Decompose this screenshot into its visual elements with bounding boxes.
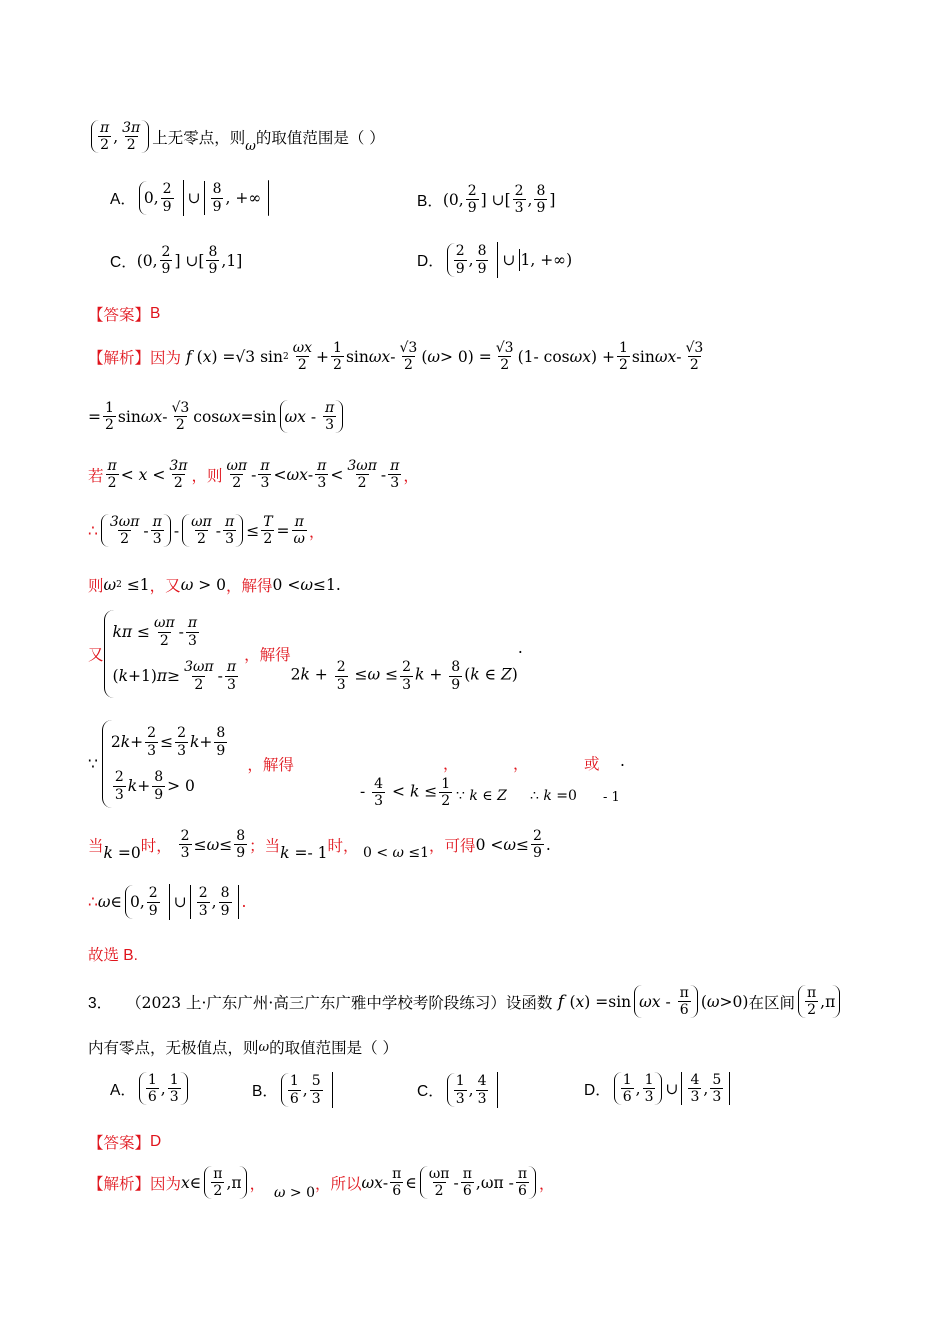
q2-analysis-line-7: ∵ 2 k + $\frac{2}{3}$ ≤ $\frac{2}{3}$ k + $\frac{8}{9}$ $\frac{2}{3}$ k + $\frac{8}{9}$ > 0 ，解得 - $\frac{4}{3}$ < k ≤ $\frac{1}{2}$ ， ∵ k ∈ Z ， ∴ k =0 或 - 1 . [88, 716, 890, 812]
text-or: 或 [584, 755, 600, 773]
text-also: 又 [88, 646, 104, 664]
question-number: 3． [88, 994, 113, 1012]
answer-value: D [150, 1133, 162, 1150]
q2-stem-line [88, 120, 890, 153]
answer-value: B [150, 305, 161, 322]
analysis-tag: 【解析】 [88, 349, 151, 367]
q3-option-b[interactable]: B． $\frac{1}{6}$ , $\frac{5}{3}$ [252, 1072, 333, 1108]
q3-stem-line-2 [88, 1036, 890, 1058]
inequality-system: 2 k + $\frac{2}{3}$ ≤ $\frac{2}{3}$ k + $\frac{8}{9}$ $\frac{2}{3}$ k + $\frac{8}{9}$ > 0 [102, 720, 229, 808]
text-time: 时， [140, 836, 172, 855]
analysis-lead: 因为 [150, 1174, 182, 1193]
inequality-system: kπ ≤ $\frac{\omega\pi}{2}$ - $\frac{\pi}{3}$ ( k +1) π ≥ $\frac{3\omega\pi}{2}$ - $\frac{\pi}{3}$ [104, 610, 241, 698]
q3-option-a[interactable]: A． $\frac{1}{6}$ , $\frac{1}{3}$ [110, 1072, 191, 1105]
q3-analysis-line-1: 【解析】 因为 x ∈ $\frac{\pi}{2}$ ,π ， ω > 0 ，所以 ωx - $\frac{\pi}{6}$ ∈ $\frac{\omega\pi}{2}$ - $\frac{\pi}{6}$ ,ωπ - $\frac{\pi}{6}$ ， [88, 1166, 555, 1201]
option-label: B． [417, 192, 443, 210]
q2-conclusion: 故选 B. [88, 947, 138, 964]
q3-answer-line [88, 1131, 890, 1153]
answer-tag: 【答案】 [88, 307, 151, 324]
q2-option-c[interactable]: C． (0, $\frac{2}{9}$ ] ∪[ $\frac{8}{9}$ ,1] [110, 244, 243, 278]
text-get: ，可得 [429, 836, 476, 855]
text-comma: ， [249, 1174, 266, 1193]
q2-option-d[interactable]: D． $\frac{2}{9}$ , $\frac{8}{9}$ ∪ 1, +∞) [417, 243, 573, 277]
q3-option-c[interactable]: C． $\frac{1}{3}$ , $\frac{4}{3}$ [417, 1072, 498, 1108]
option-label: D． [417, 253, 444, 270]
omega-symbol: ω [245, 139, 256, 155]
text-then: ，则 [191, 466, 223, 485]
q2-analysis-line-9: ∴ ω ∈ 0, $\frac{2}{9}$ ∪ $\frac{2}{3}$ , $\frac{8}{9}$ . [88, 885, 247, 919]
text-solve: ，解得 [247, 756, 294, 774]
option-label: C． [417, 1083, 444, 1100]
analysis-tag: 【解析】 [88, 1175, 151, 1193]
q3-stem-line: 3． （2023 上·广东广州·高三广东广雅中学校考阶段练习）设函数 f ( x ) =sin ωx - $\frac{\pi}{6}$ ( ω >0) 在区间 $\frac{\pi}{2}$ ,π [88, 985, 890, 1018]
answer-tag: 【答案】 [88, 1135, 151, 1152]
q2-analysis-line-1: 【解析】 因为 f ( x ) =√3 sin 2 $\frac{\omega x}{2}$ + $\frac{1}{2}$ sin ωx - $\frac{√3}{2}$ ( ω > 0) = $\frac{√3}{2}$ (1- cos ωx ) + $\frac{1}{2}$ sin ωx - $\frac{√3}{2}$ [88, 340, 704, 374]
option-label: A． [110, 1081, 136, 1099]
q3-option-d[interactable]: D． $\frac{1}{6}$ , $\frac{1}{3}$ ∪ $\frac{4}{3}$ , $\frac{5}{3}$ [584, 1072, 733, 1105]
q2-answer-line [88, 303, 890, 325]
text-comma: ， [403, 466, 419, 485]
q2-analysis-line-8: 当 k =0 时， $\frac{2}{3}$ ≤ ω ≤ $\frac{8}{9}$ ；当 k =- 1 时， 0 < ω ≤1 ，可得 0 < ω ≤ $\frac{2}{9}$ . [88, 828, 551, 862]
option-label: C． [110, 253, 137, 271]
interval-text: 在区间 [748, 993, 795, 1012]
q2-option-a[interactable]: A． 0, $\frac{2}{9}$ ∪ $\frac{8}{9}$ , +∞ [110, 180, 269, 216]
text-solve: ，解得 [226, 577, 273, 595]
text-solve: ，解得 [244, 646, 291, 664]
text-if: 若 [88, 466, 104, 485]
text-time: 时， [327, 836, 359, 855]
option-label: B． [252, 1083, 278, 1100]
text-then: 则 [88, 577, 104, 595]
text-when: ；当 [249, 836, 281, 855]
q2-stem-end: 的取值范围是（ ） [255, 128, 385, 147]
text-so: ，所以 [314, 1174, 362, 1193]
q3-stem2: 内有零点，无极值点，则 [88, 1039, 259, 1057]
q2-analysis-line-3: 若 $\frac{\pi}{2}$ < x < $\frac{3\pi}{2}$ ，则 $\frac{\omega\pi}{2}$ - $\frac{\pi}{3}$ < ωx - $\frac{\pi}{3}$ < $\frac{3\omega\pi}{2}$ - $\frac{\pi}{3}$ ， [88, 458, 419, 492]
text-when: 当 [88, 836, 104, 855]
q2-analysis-line-2: = $\frac{1}{2}$ sin ωx - $\frac{√3}{2}$ cos ωx =sin ωx - $\frac{\pi}{3}$ [88, 400, 890, 433]
question-source: （2023 上·广东广州·高三广东广雅中学校考阶段练习）设函数 [126, 993, 553, 1012]
q2-analysis-line-5: 则 ω 2 ≤1 ，又 ω > 0 ，解得 0 < ω ≤1. [88, 576, 341, 595]
q2-option-b[interactable]: B． (0, $\frac{2}{9}$ ] ∪[ $\frac{2}{3}$ , $\frac{8}{9}$ ] [417, 183, 556, 217]
option-label: A． [110, 191, 136, 208]
interval-paren: $\frac{\pi}{2}$ , $\frac{3\pi}{2}$ [91, 120, 149, 153]
analysis-lead: 因为 [150, 348, 182, 367]
q2-analysis-line-4: ∴ $\frac{3\omega\pi}{2}$ - $\frac{\pi}{3}$ - $\frac{\omega\pi}{2}$ - $\frac{\pi}{3}$ ≤ $\frac{T}{2}$ = $\frac{\pi}{\omega}$ ， [88, 514, 325, 548]
text-also: ，又 [149, 577, 181, 595]
text-comma: ， [513, 755, 529, 773]
option-label: D． [584, 1081, 611, 1099]
text-comma: ， [443, 755, 459, 773]
q3-stem2-end: 的取值范围是（ ） [269, 1039, 399, 1057]
q2-analysis-line-6: 又 kπ ≤ $\frac{\omega\pi}{2}$ - $\frac{\pi}{3}$ ( k +1) π ≥ $\frac{3\omega\pi}{2}$ - $\frac{\pi}{3}$ ，解得 2k + $\frac{2}{3}$ ≤ω ≤ $\frac{2}{3}$ k + $\frac{8}{9}$ (k ∈ Z) . [88, 606, 890, 702]
omega-symbol: ω [258, 1039, 270, 1055]
q2-stem-tail: 上无零点，则 [152, 128, 246, 147]
